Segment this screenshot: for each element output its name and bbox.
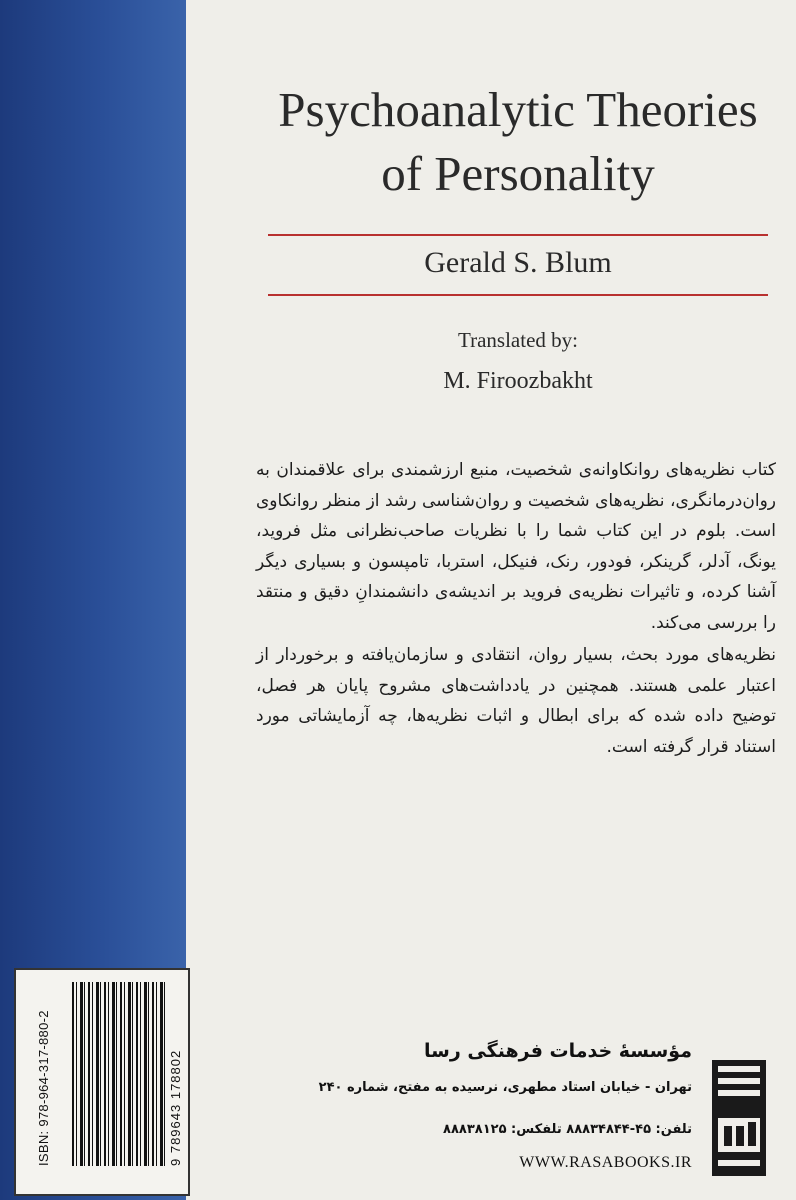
publisher-address: تهران - خیابان استاد مطهری، نرسیده به مفتح، شماره ۲۴۰	[318, 1080, 692, 1095]
translated-by-label: Translated by:	[458, 328, 578, 352]
rasa-logo-icon	[708, 1056, 770, 1180]
title-line-2: of Personality	[381, 146, 655, 201]
red-rule-bottom	[268, 294, 768, 296]
publisher-name: مؤسسهٔ خدمات فرهنگی رسا	[424, 1040, 692, 1062]
book-title	[200, 78, 796, 206]
red-rule-top	[268, 234, 768, 236]
author-name: Gerald S. Blum	[424, 246, 612, 279]
barcode-panel	[14, 968, 190, 1196]
barcode-digits: 9 789643 178802	[168, 1049, 183, 1166]
publisher-phone: تلفن: ۴۵-۸۸۸۳۴۸۴۴ تلفکس: ۸۸۸۳۸۱۲۵	[443, 1122, 692, 1137]
persian-description	[256, 455, 776, 762]
publisher-website: WWW.RASABOOKS.IR	[519, 1154, 692, 1171]
isbn-label: ISBN: 978-964-317-880-2	[36, 1010, 51, 1166]
translator-name: M. Firoozbakht	[443, 368, 593, 394]
barcode-icon	[72, 982, 168, 1166]
description-paragraph-2: نظریه‌های مورد بحث، بسیار روان، انتقادی و سازمان‌یافته و برخوردار از اعتبار علمی هستند. همچنین در یادداشت‌های مشروح پایان هر فصل، توضیح داده شده که برای ابطال و اثبات نظریه‌ها، چه آزمایشاتی مورد استناد قرار گرفته است.	[256, 645, 776, 757]
title-line-1: Psychoanalytic Theories	[278, 82, 758, 137]
description-paragraph-1: کتاب نظریه‌های روانکاوانه‌ی شخصیت، منبع ارزشمندی برای علاقمندان به روان‌درمانگری، نظریه‌های شخصیت و روان‌شناسی رشد از منظر روانکاوی است. بلوم در این کتاب شما را با نظریات صاحب‌نظرانی مثل فروید، یونگ، آدلر، گرینکر، فودور، رنک، فنیکل، استربا، تامپسون و بسیاری دیگر آشنا کرده، و تاثیرات نظریه‌ی فروید بر اندیشه‌ی دانشمندانِ دقیق و منتقد را بررسی می‌کند.	[256, 460, 776, 633]
